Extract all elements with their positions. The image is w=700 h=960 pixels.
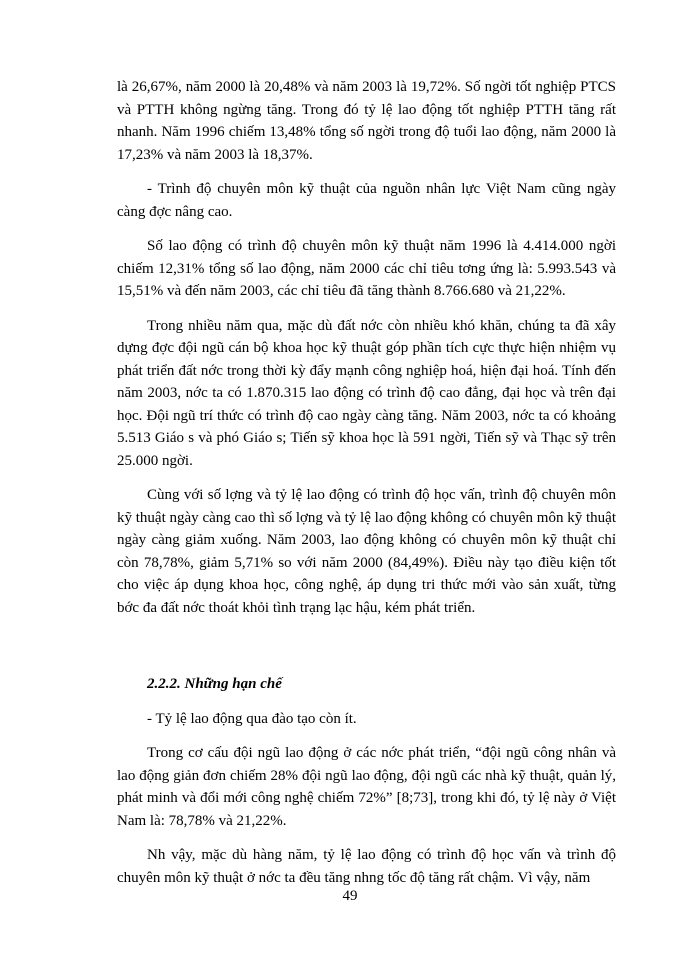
paragraph-technical-workforce-stats: Số lao động có trình độ chuyên môn kỹ thuật năm 1996 là 4.414.000 ngời chiếm 12,31% tổng số lao động, năm 2000 các chỉ tiêu tơng ứng là: 5.993.543 và 15,51% và đến năm 2003, các chỉ tiêu đã tăng thành 8.766.680 và 21,22%. <box>117 238 616 299</box>
page-number: 49 <box>342 888 358 904</box>
paragraph-unskilled-labor-decline: Cùng với số lợng và tỷ lệ lao động có trình độ học vấn, trình độ chuyên môn kỹ thuật ngày càng cao thì số lợng và tỷ lệ lao động không có chuyên môn kỹ thuật ngày càng giảm xuống. Năm 2003, lao động không có chuyên môn kỹ thuật chỉ còn 78,78%, giảm 5,71% so với năm 2000 (84,49%). Điều này tạo điều kiện tốt cho việc áp dụng khoa học, công nghệ, áp dụng tri thức mới vào sản xuất, từng bớc đa đất nớc thoát khỏi tình trạng lạc hậu, kém phát triển. <box>117 487 616 616</box>
section-heading: 2.2.2. Những hạn chế <box>147 676 282 692</box>
paragraph-trained-labor-low: - Tỷ lệ lao động qua đào tạo còn ít. <box>147 710 357 727</box>
paragraph-developed-countries-structure: Trong cơ cấu đội ngũ lao động ở các nớc phát triển, “đội ngũ công nhân và lao động giản đơn chiếm 28% đội ngũ lao động, đội ngũ các nhà kỹ thuật, quản lý, phát minh và đổi mới công nghệ chiếm 72%” [8;73], trong khi đó, tỷ lệ này ở Việt Nam là: 78,78% và 21,22%. <box>117 745 616 829</box>
paragraph-education-rates: là 26,67%, năm 2000 là 20,48% và năm 2003 là 19,72%. Số ngời tốt nghiệp PTCS và PTTH không ngừng tăng. Trong đó tỷ lệ lao động tốt nghiệp PTTH tăng rất nhanh. Năm 1996 chiếm 13,48% tổng số ngời trong độ tuổi lao động, năm 2000 là 17,23% và năm 2003 là 18,37%. <box>117 79 616 163</box>
paragraph-slow-growth: Nh vậy, mặc dù hàng năm, tỷ lệ lao động có trình độ học vấn và trình độ chuyên môn kỹ thuật ở nớc ta đều tăng nhng tốc độ tăng rất chậm. Vì vậy, năm <box>117 847 616 886</box>
paragraph-scientific-staff: Trong nhiều năm qua, mặc dù đất nớc còn nhiều khó khăn, chúng ta đã xây dựng đợc đội ngũ cán bộ khoa học kỹ thuật góp phần tích cực thực hiện nhiệm vụ phát triển đất nớc trong thời kỳ đẩy mạnh công nghiệp hoá, hiện đại hoá. Tính đến năm 2003, nớc ta có 1.870.315 lao động có trình độ cao đẳng, đại học và trên đại học. Đội ngũ trí thức có trình độ cao ngày càng tăng. Năm 2003, nớc ta có khoảng 5.513 Giáo s và phó Giáo s; Tiến sỹ khoa học là 591 ngời, Tiến sỹ và Thạc sỹ trên 25.000 ngời. <box>117 317 616 469</box>
paragraph-technical-level-heading: - Trình độ chuyên môn kỹ thuật của nguồn nhân lực Việt Nam cũng ngày càng đợc nâng cao. <box>117 181 616 220</box>
